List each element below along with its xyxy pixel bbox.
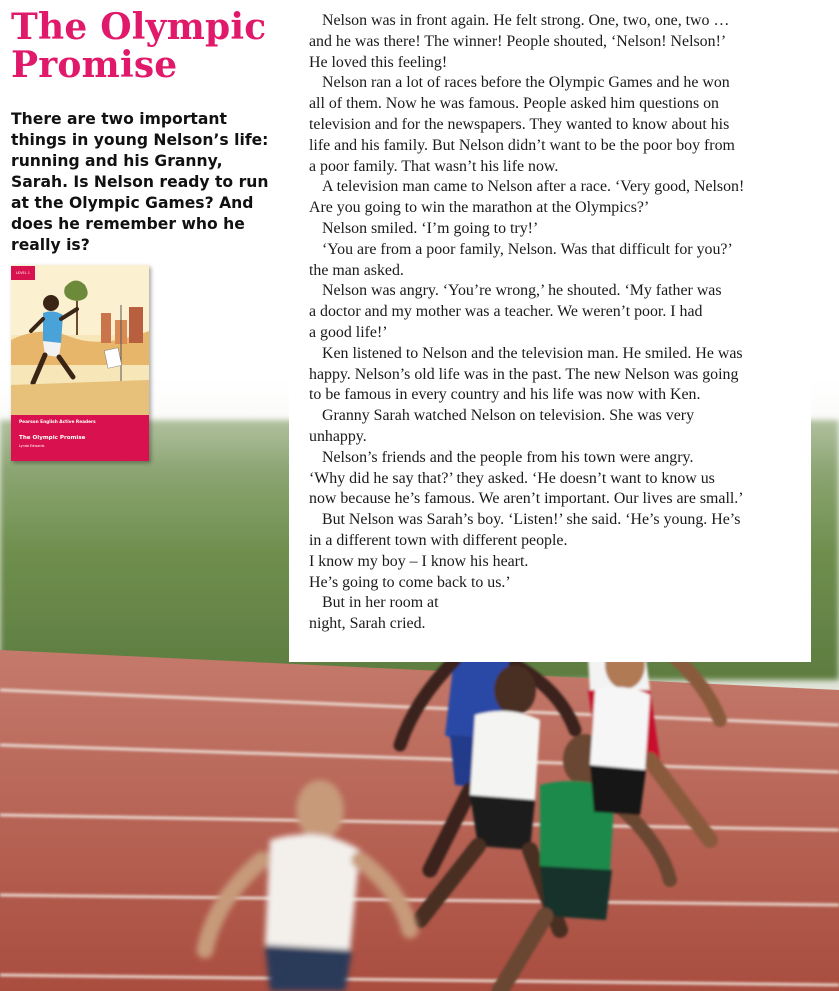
- story-line: happy. Nelson’s old life was in the past. The new Nelson was going: [309, 365, 739, 383]
- story-line: Nelson’s friends and the people from his town were angry.: [322, 448, 694, 466]
- story-line: I know my boy – I know his heart.: [309, 552, 529, 570]
- story-line: night, Sarah cried.: [309, 615, 426, 633]
- story-line: Nelson ran a lot of races before the Olympic Games and he won: [322, 74, 730, 92]
- book-cover: [11, 265, 149, 461]
- story-line: ‘Why did he say that?’ they asked. ‘He doesn’t want to know us: [309, 469, 715, 487]
- story-line: and he was there! The winner! People shouted, ‘Nelson! Nelson!’: [309, 32, 727, 50]
- story-line: television and for the newspapers. They wanted to know about his: [309, 115, 730, 133]
- title-line-2: Promise: [11, 44, 178, 86]
- title-line-1: The Olympic: [11, 6, 267, 48]
- story-line: But Nelson was Sarah’s boy. ‘Listen!’ she said. ‘He’s young. He’s: [322, 511, 741, 529]
- story-line: Ken listened to Nelson and the television man. He smiled. He was: [322, 344, 743, 362]
- page-title: [11, 8, 281, 84]
- intro-text: There are two important things in young Nelson’s life: running and his Granny, Sarah. Is Nelson ready to run at the Olympic Games? And does he remember who he really is?: [11, 110, 269, 254]
- cover-series: Pearson English Active Readers: [19, 420, 96, 425]
- story-line: But in her room at: [322, 594, 439, 612]
- story-line: Nelson smiled. ‘I’m going to try!’: [322, 219, 539, 237]
- story-line: Are you going to win the marathon at the Olympics?’: [309, 199, 650, 217]
- story-line: to be famous in every country and his life was now with Ken.: [309, 386, 701, 404]
- story-line: the man asked.: [309, 261, 404, 279]
- cover-level-badge: LEVEL 1: [11, 266, 35, 280]
- story-line: Nelson was angry. ‘You’re wrong,’ he shouted. ‘My father was: [322, 282, 722, 300]
- story-text: [309, 11, 805, 635]
- story-line: He loved this feeling!: [309, 53, 448, 71]
- story-line: A television man came to Nelson after a race. ‘Very good, Nelson!: [322, 178, 745, 196]
- story-line: life and his family. But Nelson didn’t want to be the poor boy from: [309, 136, 735, 154]
- story-line: Nelson was in front again. He felt strong. One, two, one, two …: [322, 12, 730, 29]
- story-line: a poor family. That wasn’t his life now.: [309, 157, 559, 175]
- story-line: all of them. Now he was famous. People asked him questions on: [309, 95, 719, 113]
- cover-title: The Olympic Promise: [19, 435, 86, 441]
- story-line: now because he’s famous. We aren’t important. Our lives are small.’: [309, 490, 744, 508]
- story-line: a good life!’: [309, 323, 388, 341]
- story-line: unhappy.: [309, 427, 367, 445]
- story-line: ‘You are from a poor family, Nelson. Was that difficult for you?’: [322, 240, 733, 258]
- story-line: a doctor and my mother was a teacher. We weren’t poor. I had: [309, 303, 703, 321]
- cover-illustration: [11, 265, 149, 415]
- cover-title-band: [11, 415, 149, 461]
- cover-author: Lynda Edwards: [19, 444, 45, 448]
- story-line: Granny Sarah watched Nelson on television. She was very: [322, 407, 695, 425]
- story-line: He’s going to come back to us.’: [309, 573, 511, 591]
- story-line: in a different town with different people.: [309, 531, 568, 549]
